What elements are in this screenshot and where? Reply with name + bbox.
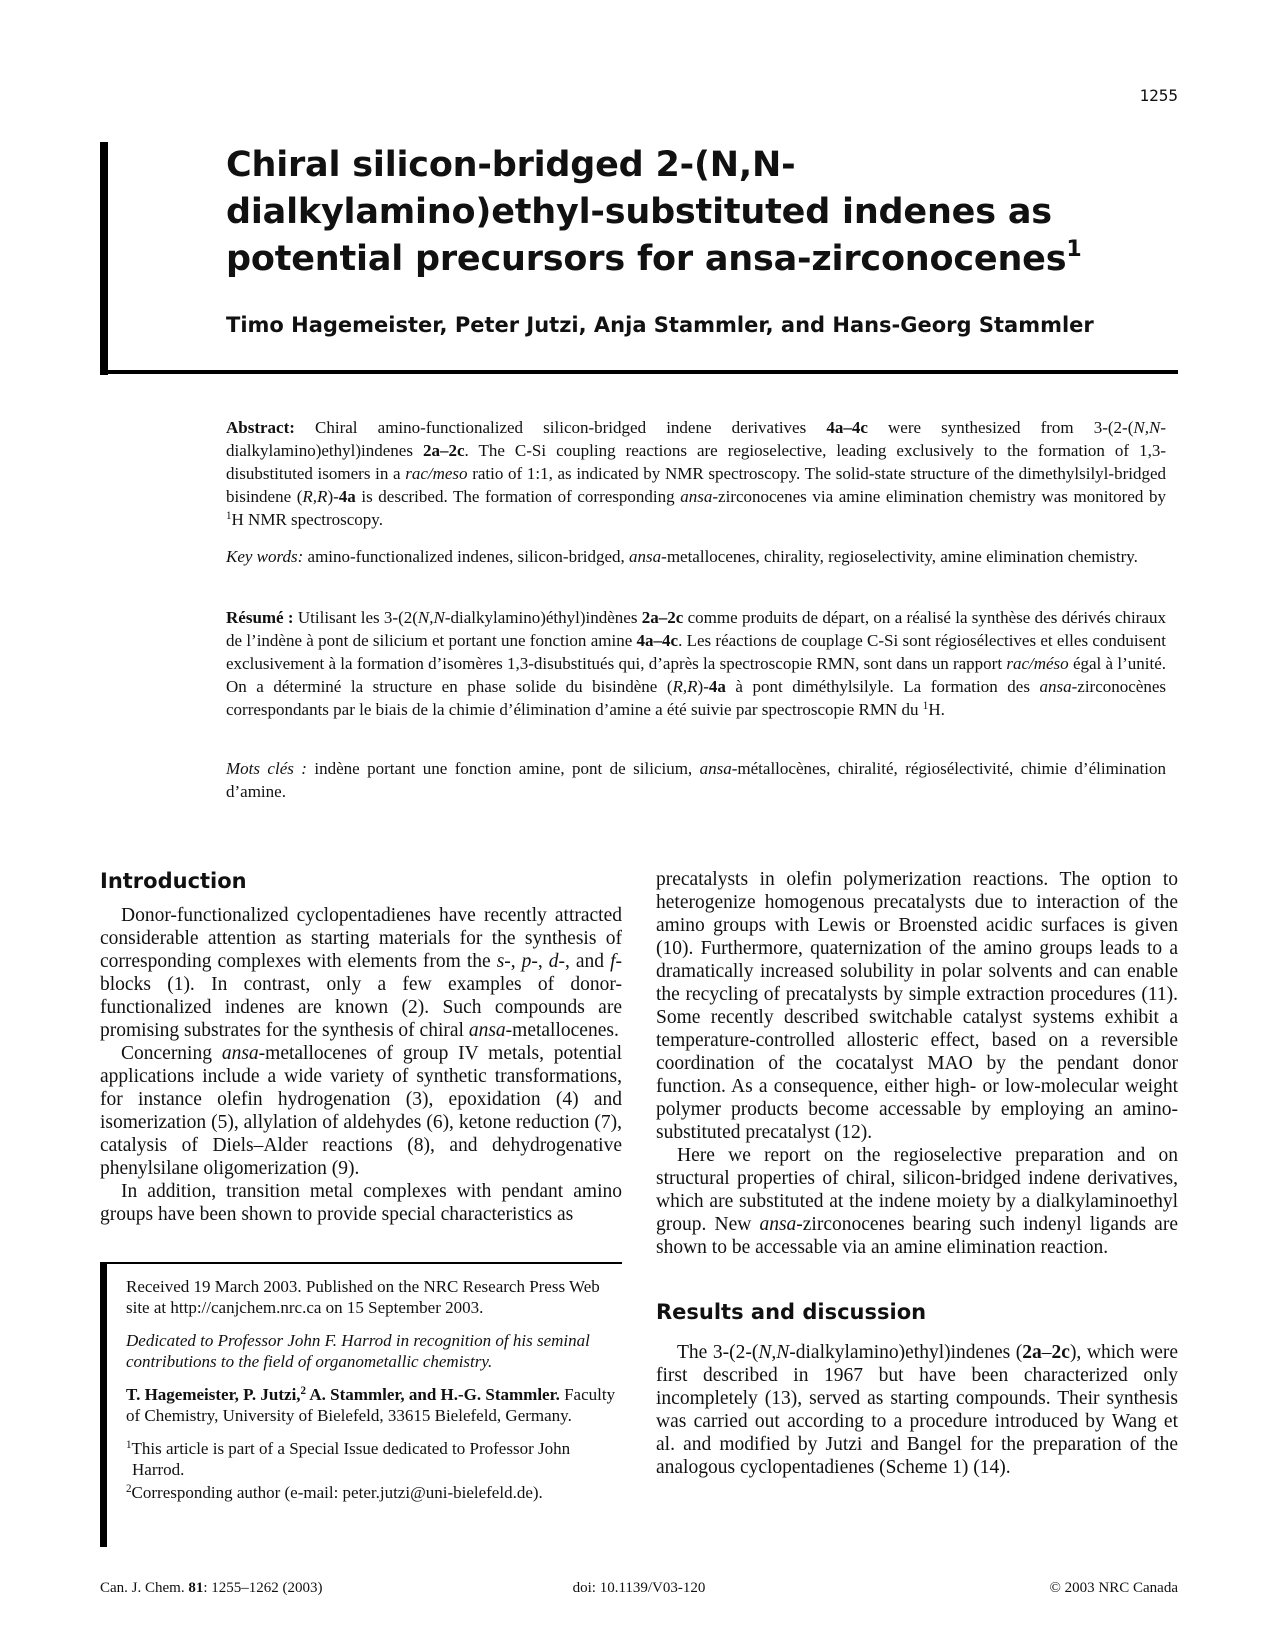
keywords-italic: ansa (629, 547, 662, 566)
body-text: -, and (558, 951, 611, 972)
notes-side-rule (100, 1262, 107, 1547)
results-heading: Results and discussion (656, 1300, 927, 1324)
resume-text: à pont diméthylsilyle. La formation des (725, 677, 1040, 696)
mots-cles-italic: ansa (699, 759, 732, 778)
dedication-text: Dedicated to Professor John F. Harrod in recognition of his seminal contributions to the field of organometallic chemistry. (126, 1331, 590, 1371)
body-text: ), which were first described in 1967 but have been characterized only incompletely (13), served as starting compounds. Their synthesis was carried out according to a procedure introduced by Wang et al. and modified by Jutzi and Bangel for the preparation of the analogous cyclopentadienes (Scheme 1) (14). (656, 1342, 1178, 1478)
compound-ref: 2c (1051, 1342, 1070, 1363)
intro-paragraph-1 (100, 904, 622, 1042)
resume-text: -zirconocènes correspondants par le biais de la chimie d’élimination d’amine a été suivie par spectroscopie RMN du (226, 677, 1166, 719)
intro-paragraph-2 (100, 1042, 622, 1180)
page-number: 1255 (1139, 86, 1178, 105)
resume-text: -dialkylamino)éthyl)indènes (444, 608, 642, 627)
title-bottom-rule (100, 370, 1178, 374)
resume-text: égal à l’unité. On a déterminé la structure en phase solide du bisindène ( (226, 654, 1166, 696)
abstract-text: Chiral amino-functionalized silicon-bridged indene derivatives (294, 418, 827, 437)
page-footer (100, 1580, 1178, 1600)
footer-copyright: © 2003 NRC Canada (1049, 1580, 1178, 1596)
right-column (656, 868, 1178, 1479)
title-footnote-mark: 1 (1066, 237, 1082, 262)
footnote-mark: 1 (126, 1439, 132, 1451)
footer-volume: 81 (188, 1580, 204, 1596)
mots-cles-label: Mots clés : (226, 759, 307, 778)
body-italic: ansa (468, 1020, 506, 1041)
title-side-rule (100, 142, 108, 375)
footer-journal: Can. J. Chem. (100, 1580, 189, 1596)
footer-citation (100, 1580, 323, 1597)
resume-text: . Les réactions de couplage C-Si sont régiosélectives et elles conduisent exclusivement à la formation d’isomères 1,3-disubstitués qui, d’après la spectroscopie RMN, sont dans un rapport (226, 631, 1166, 673)
abstract-text: H NMR spectroscopy. (231, 510, 383, 529)
notes-top-rule (100, 1262, 622, 1264)
footnote-1 (126, 1438, 616, 1480)
dedication-note (126, 1330, 616, 1372)
resume-italic: ansa (1039, 677, 1072, 696)
resume-text: comme produits de départ, on a réalisé la synthèse des dérivés chiraux de l’indène à pont de silicium et portant une fonction amine (226, 608, 1166, 650)
body-text: -, (531, 951, 549, 972)
resume-italic: rac/méso (1006, 654, 1069, 673)
body-text: Concerning (121, 1043, 222, 1064)
abstract-label: Abstract: (226, 418, 295, 437)
compound-ref: 4a–4c (636, 631, 679, 650)
body-paragraph-continued: precatalysts in olefin polymerization reactions. The option to heterogenize homogenous precatalysts due to interaction of the amino groups with Lewis or Broensted acidic surfaces is given (10). Furthermore, quaternization of the amino groups leads to a dramatically increased solubility in polar solvents and can enable the recycling of precatalysts by simple extraction procedures (11). Some recently described switchable catalyst systems exhibit a temperature-controlled allosteric effect, based on a reversible coordination of the cocatalyst MAO by the pendant donor function. As a consequence, either high- or low-molecular weight polymer products become accessable by employing an amino-substituted precatalyst (12). (656, 869, 1178, 1143)
resume-label: Résumé : (226, 608, 294, 627)
body-text: -blocks (1). In contrast, only a few examples of donor-functionalized indenes are known (2). Such compounds are promising substrates for the synthesis of chiral (100, 951, 622, 1041)
body-italic: ansa (221, 1043, 259, 1064)
received-note: Received 19 March 2003. Published on the NRC Research Press Web site at http://canjchem.nrc.ca on 15 September 2003. (126, 1277, 600, 1317)
keywords-label: Key words: (226, 547, 304, 566)
resume-italic: N,N (417, 608, 445, 627)
resume-italic: R,R (672, 677, 698, 696)
body-text: -, (504, 951, 522, 972)
compound-ref: 4a–4c (826, 418, 868, 437)
mots-cles-text: -métallocènes, chiralité, régiosélectivité, chimie d’élimination d’amine. (226, 759, 1167, 801)
resume-text: H. (928, 700, 945, 719)
footnote-2 (126, 1482, 616, 1503)
body-italic: s (496, 951, 505, 972)
abstract (226, 416, 1166, 531)
body-text: -metallocenes of group IV metals, potential applications include a wide variety of synthetic transformations, for instance olefin hydrogenation (3), epoxidation (4) and isomerization (5), allylation of aldehydes (6), ketone reduction (7), catalysis of Diels–Alder reactions (8), and dehydrogenative phenylsilane oligomerization (9). (100, 1043, 623, 1179)
abstract-italic: N,N (1133, 418, 1161, 437)
body-paragraph-report (656, 1144, 1178, 1259)
compound-ref: 2a–2c (422, 441, 465, 460)
body-italic: d (548, 951, 559, 972)
affiliation-note (126, 1384, 616, 1426)
body-text: -dialkylamino)ethyl)indenes ( (789, 1342, 1023, 1363)
compound-ref: 2a (1022, 1342, 1042, 1363)
article-notes (126, 1276, 616, 1503)
resume (226, 606, 1166, 721)
body-text: -metallocenes. (505, 1020, 619, 1041)
compound-ref: 2a–2c (641, 608, 684, 627)
body-text: -zirconocenes bearing such indenyl ligands are shown to be accessable via an amine elimination reaction. (656, 1214, 1178, 1258)
footnote-text: Corresponding author (e-mail: peter.jutzi@uni-bielefeld.de). (131, 1483, 543, 1502)
compound-ref: 4a (338, 487, 356, 506)
abstract-text: were synthesized from 3-(2-( (867, 418, 1134, 437)
body-text: Here we report on the regioselective preparation and on structural properties of chiral, silicon-bridged indene derivatives, which are substituted at the indene moiety by a dialkylaminoethyl group. New (656, 1145, 1178, 1235)
resume-text: Utilisant les 3-(2( (293, 608, 418, 627)
left-column (100, 868, 622, 1226)
abstract-text: -dialkylamino)ethyl)indenes (226, 418, 1166, 460)
body-italic: f (610, 951, 616, 972)
author-list: Timo Hagemeister, Peter Jutzi, Anja Stammler, and Hans-Georg Stammler (226, 313, 1094, 337)
results-paragraph-1 (656, 1341, 1178, 1479)
resume-text: )- (697, 677, 709, 696)
superscript: 1 (226, 510, 232, 522)
abstract-italic: R,R (302, 487, 328, 506)
note-authors: A. Stammler, and H.-G. Stammler. (306, 1385, 560, 1404)
body-text: Donor-functionalized cyclopentadienes have recently attracted considerable attention as starting materials for the synthesis of corresponding complexes with elements from the (100, 905, 622, 972)
abstract-text: -zirconocenes via amine elimination chemistry was monitored by (712, 487, 1166, 506)
article-title-text: Chiral silicon-bridged 2-(N,N-dialkylamino)ethyl-substituted indenes as potential precursors for ansa-zirconocenes (226, 145, 1067, 279)
abstract-text: . The C-Si coupling reactions are regioselective, leading exclusively to the formation of 1,3-disubstituted isomers in a (226, 441, 1167, 483)
intro-paragraph-3: In addition, transition metal complexes with pendant amino groups have been shown to provide special characteristics as (100, 1181, 622, 1225)
abstract-italic: rac/meso (405, 464, 468, 483)
affiliation-text: Faculty of Chemistry, University of Bielefeld, 33615 Bielefeld, Germany. (126, 1385, 616, 1425)
body-text: – (1041, 1342, 1052, 1363)
body-text: The 3-(2-( (677, 1342, 759, 1363)
article-title (226, 142, 1146, 283)
mots-cles (226, 757, 1166, 803)
body-italic: p (521, 951, 532, 972)
abstract-text: ratio of 1:1, as indicated by NMR spectroscopy. The solid-state structure of the dimethylsilyl-bridged bisindene ( (226, 464, 1166, 506)
keywords-text: -metallocenes, chirality, regioselectivity, amine elimination chemistry. (661, 547, 1138, 566)
note-authors: T. Hagemeister, P. Jutzi, (126, 1385, 301, 1404)
introduction-heading: Introduction (100, 869, 247, 893)
mots-cles-text: indène portant une fonction amine, pont de silicium, (306, 759, 700, 778)
footnote-mark: 2 (126, 1483, 132, 1495)
abstract-italic: ansa (680, 487, 713, 506)
body-italic: N,N (758, 1342, 790, 1363)
body-italic: ansa (759, 1214, 797, 1235)
keywords (226, 545, 1166, 568)
keywords-text: amino-functionalized indenes, silicon-bridged, (303, 547, 630, 566)
footer-doi: doi: 10.1139/V03-120 (572, 1580, 706, 1596)
abstract-text: is described. The formation of corresponding (355, 487, 681, 506)
abstract-text: )- (327, 487, 339, 506)
footer-pages: : 1255–1262 (2003) (203, 1580, 323, 1596)
superscript: 2 (300, 1385, 307, 1397)
footnote-text: This article is part of a Special Issue dedicated to Professor John Harrod. (131, 1439, 571, 1479)
superscript: 1 (922, 700, 929, 712)
compound-ref: 4a (708, 677, 726, 696)
